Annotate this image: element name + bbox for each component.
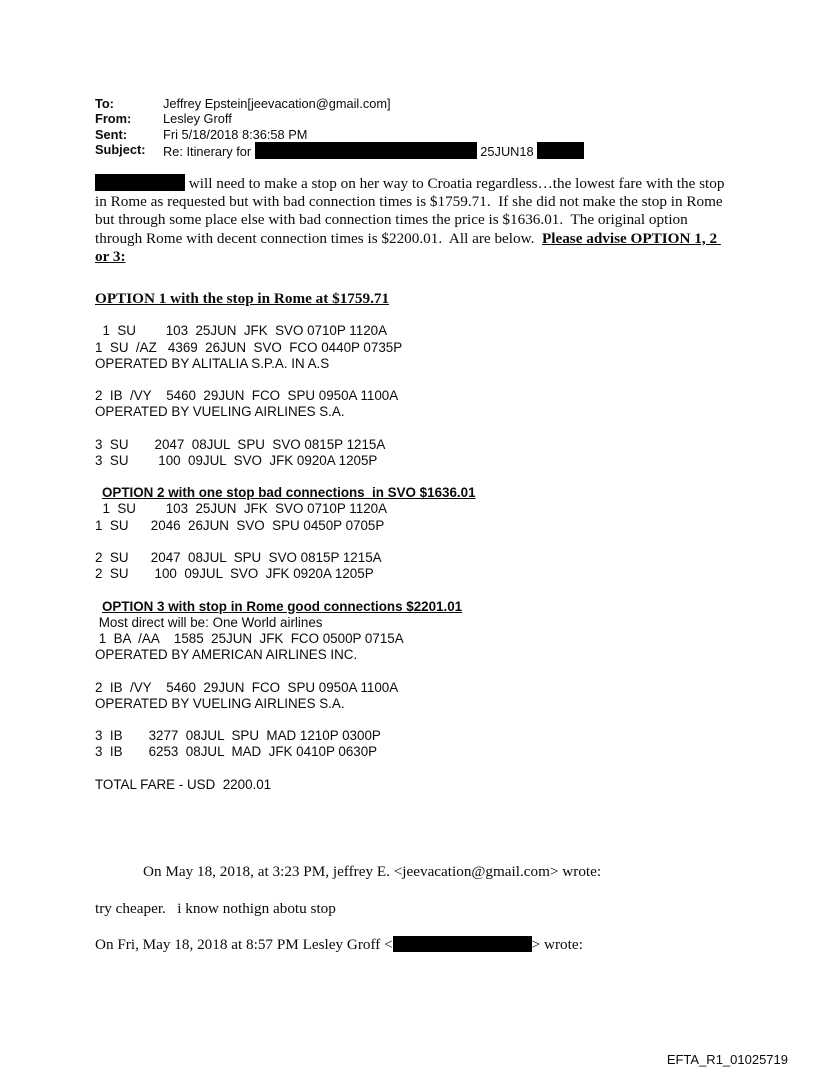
header-row-from: [95, 111, 735, 126]
operated-by-note: OPERATED BY AMERICAN AIRLINES INC.: [95, 647, 358, 663]
quoted-line3-suffix: > wrote:: [531, 936, 583, 954]
flight-row: 2 SU 100 09JUL SVO JFK 0920A 1205P: [95, 566, 374, 582]
operated-by-note: OPERATED BY VUELING AIRLINES S.A.: [95, 404, 345, 420]
flight-row: 3 IB 6253 08JUL MAD JFK 0410P 0630P: [95, 744, 378, 760]
from-label: From:: [95, 111, 132, 127]
quoted-reply-text: try cheaper. i know nothign abotu stop: [95, 899, 336, 917]
blank-line: [95, 760, 735, 776]
blank-line: [95, 534, 735, 550]
blank-line: [95, 663, 735, 679]
document-id: EFTA_R1_01025719: [666, 1052, 788, 1067]
sent-label: Sent:: [95, 126, 127, 142]
option2-heading: OPTION 2 with one stop bad connections in SVO $1636.01: [102, 485, 476, 501]
flight-row: 3 SU 2047 08JUL SPU SVO 0815P 1215A: [95, 436, 386, 452]
subject-middle: 25JUN18: [476, 144, 538, 160]
document-content: [95, 96, 735, 955]
redaction-box: [537, 142, 584, 159]
body-text: will need to make a stop on her way to Croatia regardless…the lowest fare with the stop in Rome as requested but with bad connection times is $1759.71. If she did not make the stop in Rome but through some place else with bad connection times the price is $1636.01. The original option through Rome with decent connection times is $2200.01. All are below.: [95, 174, 729, 247]
blank-line: [95, 712, 735, 728]
blank-line: [95, 372, 735, 388]
subject-value: [163, 142, 584, 159]
flight-row: 2 SU 2047 08JUL SPU SVO 0815P 1215A: [95, 550, 382, 566]
blank-line: [95, 469, 735, 485]
subject-label: Subject:: [95, 142, 146, 158]
blank-line: [95, 421, 735, 437]
flight-row: 1 BA /AA 1585 25JUN JFK FCO 0500P 0715A: [95, 630, 404, 646]
from-value: Lesley Groff: [163, 111, 232, 127]
redaction-box: [95, 174, 185, 191]
quoted-line3-prefix: On Fri, May 18, 2018 at 8:57 PM Lesley Groff <: [95, 936, 393, 954]
subject-prefix: Re: Itinerary for: [163, 144, 255, 160]
flight-row: 1 SU 2046 26JUN SVO SPU 0450P 0705P: [95, 517, 385, 533]
quoted-replies: [95, 863, 735, 955]
flight-row: 1 SU 103 25JUN JFK SVO 0710P 1120A: [95, 501, 388, 517]
to-value: Jeffrey Epstein[jeevacation@gmail.com]: [163, 96, 391, 111]
body-paragraph: [95, 174, 735, 266]
option1-heading: OPTION 1 with the stop in Rome at $1759.71: [95, 290, 390, 308]
flight-row: 3 SU 100 09JUL SVO JFK 0920A 1205P: [95, 452, 378, 468]
flight-row: 1 SU /AZ 4369 26JUN SVO FCO 0440P 0735P: [95, 339, 403, 355]
flight-row: 3 IB 3277 08JUL SPU MAD 1210P 0300P: [95, 728, 381, 744]
email-header: [95, 96, 735, 160]
header-row-sent: [95, 127, 735, 142]
blank-line: [95, 582, 735, 598]
header-row-to: [95, 96, 735, 111]
most-direct-note: Most direct will be: One World airlines: [95, 614, 323, 630]
body-emphasis: Please advise OPTION 1, 2 or 3:: [95, 229, 721, 265]
header-row-subject: [95, 142, 735, 159]
flight-row: 1 SU 103 25JUN JFK SVO 0710P 1120A: [95, 323, 388, 339]
quoted-reply-header: On May 18, 2018, at 3:23 PM, jeffrey E. <jeevacation@gmail.com> wrote:: [143, 862, 602, 880]
operated-by-note: OPERATED BY VUELING AIRLINES S.A.: [95, 695, 345, 711]
flight-row: 2 IB /VY 5460 29JUN FCO SPU 0950A 1100A: [95, 679, 399, 695]
itinerary-block: [95, 323, 735, 792]
redaction-box: [255, 142, 477, 159]
flight-row: 2 IB /VY 5460 29JUN FCO SPU 0950A 1100A: [95, 388, 399, 404]
operated-by-note: OPERATED BY ALITALIA S.P.A. IN A.S: [95, 355, 330, 371]
to-label: To:: [95, 96, 114, 111]
quoted-reply-header: [95, 936, 735, 954]
option3-heading: OPTION 3 with stop in Rome good connections $2201.01: [102, 598, 463, 614]
total-fare-line: TOTAL FARE - USD 2200.01: [95, 776, 272, 792]
redaction-box: [393, 936, 532, 952]
sent-value: Fri 5/18/2018 8:36:58 PM: [163, 126, 308, 142]
